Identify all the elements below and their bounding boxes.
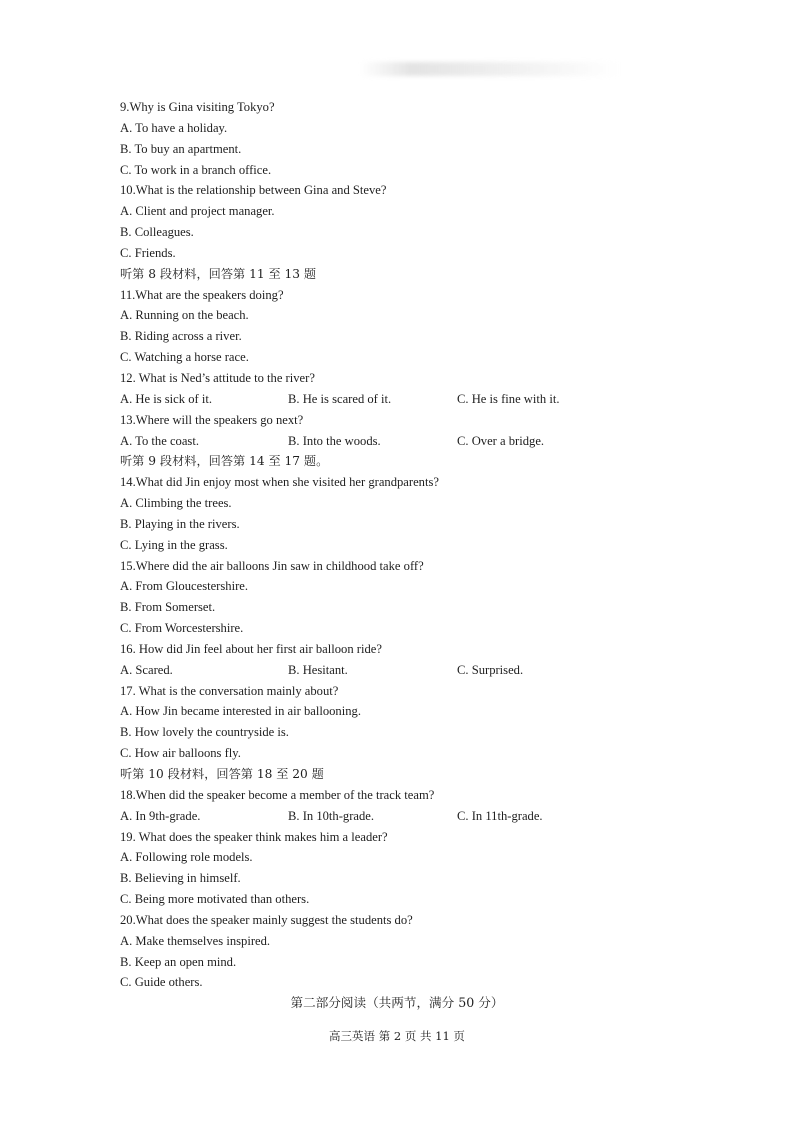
question-line: C. Guide others.	[120, 975, 203, 990]
option-a: A. In 9th-grade.	[120, 808, 201, 823]
option-a: A. To the coast.	[120, 433, 199, 448]
exam-questions	[120, 97, 720, 993]
question-line: 19. What does the speaker think makes him a leader?	[120, 829, 388, 844]
question-line: A. How Jin became interested in air ballooning.	[120, 704, 361, 719]
question-line: C. How air balloons fly.	[120, 746, 241, 761]
page-footer: 高三英语 第 2 页 共 11 页	[329, 1029, 465, 1043]
question-line: C. To work in a branch office.	[120, 162, 272, 177]
question-line: 13.Where will the speakers go next?	[120, 412, 304, 427]
question-line: B. Colleagues.	[120, 225, 194, 240]
question-line: B. Riding across a river.	[120, 329, 242, 344]
question-line: 16. How did Jin feel about her first air balloon ride?	[120, 641, 382, 656]
question-line: 20.What does the speaker mainly suggest the students do?	[120, 912, 413, 927]
question-line: A. Make themselves inspired.	[120, 933, 271, 948]
question-line: A. Running on the beach.	[120, 308, 249, 323]
option-c: C. In 11th-grade.	[457, 808, 543, 823]
question-line: C. Being more motivated than others.	[120, 892, 310, 907]
section-instruction: 听第 9 段材料，回答第 14 至 17 题。	[120, 454, 329, 469]
option-a: A. Scared.	[120, 662, 173, 677]
question-line: C. Friends.	[120, 245, 176, 260]
question-line: 15.Where did the air balloons Jin saw in childhood take off?	[120, 558, 424, 573]
question-line: B. Keep an open mind.	[120, 954, 237, 969]
question-line: A. Climbing the trees.	[120, 496, 232, 511]
question-line: 17. What is the conversation mainly about?	[120, 683, 339, 698]
option-row	[120, 389, 720, 410]
section-instruction: 听第 8 段材料，回答第 11 至 13 题	[120, 266, 317, 281]
option-b: B. Into the woods.	[288, 433, 381, 448]
option-row	[120, 431, 720, 452]
question-line: B. Playing in the rivers.	[120, 516, 240, 531]
question-line: A. From Gloucestershire.	[120, 579, 249, 594]
question-line: A. Following role models.	[120, 850, 253, 865]
question-line: B. Believing in himself.	[120, 871, 241, 886]
option-a: A. He is sick of it.	[120, 391, 212, 406]
option-c: C. Over a bridge.	[457, 433, 545, 448]
question-line: C. Watching a horse race.	[120, 350, 249, 365]
option-c: C. He is fine with it.	[457, 391, 560, 406]
question-line: C. From Worcestershire.	[120, 621, 244, 636]
question-line: 10.What is the relationship between Gina and Steve?	[120, 183, 387, 198]
option-c: C. Surprised.	[457, 662, 524, 677]
section-instruction: 听第 10 段材料，回答第 18 至 20 题	[120, 767, 324, 781]
header-scan-smudge	[360, 62, 620, 76]
question-line: C. Lying in the grass.	[120, 537, 228, 552]
question-line: A. Client and project manager.	[120, 204, 275, 219]
question-line: A. To have a holiday.	[120, 120, 228, 135]
question-line: 12. What is Ned’s attitude to the river?	[120, 370, 315, 385]
option-row	[120, 660, 720, 681]
option-row	[120, 806, 720, 827]
question-line: 18.When did the speaker become a member of the track team?	[120, 787, 435, 802]
question-line: B. How lovely the countryside is.	[120, 725, 289, 740]
option-b: B. In 10th-grade.	[288, 808, 375, 823]
question-line: 11.What are the speakers doing?	[120, 287, 284, 302]
question-line: B. From Somerset.	[120, 600, 216, 615]
question-line: 9.Why is Gina visiting Tokyo?	[120, 100, 275, 114]
question-line: B. To buy an apartment.	[120, 141, 242, 156]
question-line: 14.What did Jin enjoy most when she visited her grandparents?	[120, 475, 439, 490]
option-b: B. He is scared of it.	[288, 391, 392, 406]
option-b: B. Hesitant.	[288, 662, 348, 677]
section-title: 第二部分阅读（共两节，满分 50 分）	[290, 995, 504, 1010]
